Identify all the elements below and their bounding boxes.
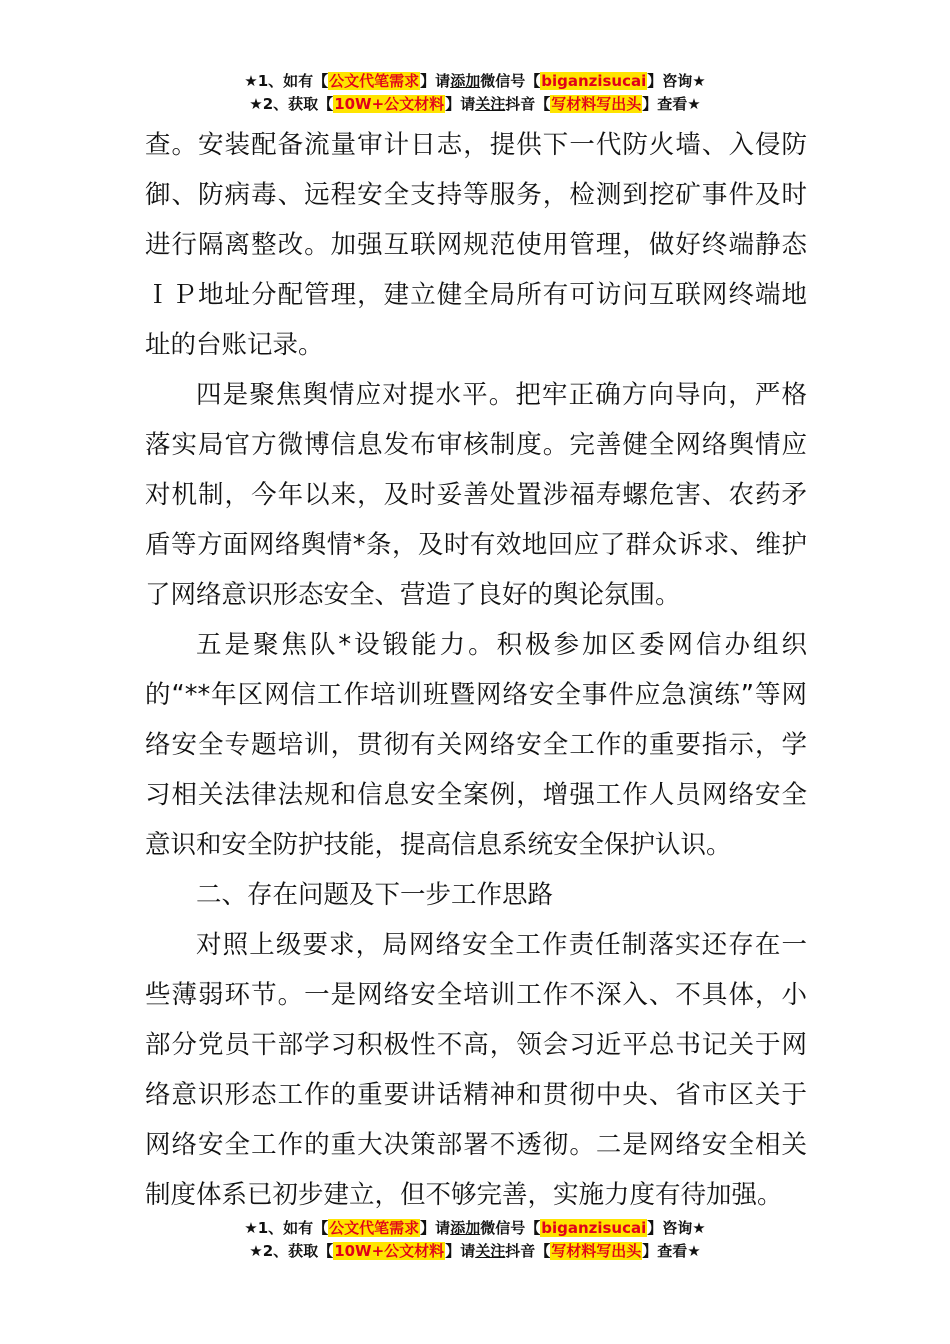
promo-underlined-text: 添加 (450, 1219, 481, 1237)
promo-text: 微信号【 (480, 72, 541, 90)
paragraph-continuation: 查。安装配备流量审计日志，提供下一代防火墙、入侵防御、防病毒、远程安全支持等服务，检测到挖矿事件及时进行隔离整改。加强互联网规范使用管理，做好终端静态ＩＰ地址分配管理，建立健全局所有可访问互联网终端地址的台账记录。 (145, 130, 807, 360)
paragraph-team-building: 五是聚焦队*设锻能力。积极参加区委网信办组织的“**年区网信工作培训班暨网络安全事件应急演练”等网络安全专题培训，贯彻有关网络安全工作的重要指示，学习相关法律法规和信息安全案例，增强工作人员网络安全意识和安全防护技能，提高信息系统安全保护认识。 (145, 630, 807, 860)
document-body (145, 120, 807, 1220)
promo-line-1 (0, 70, 950, 93)
promo-line-2 (0, 93, 950, 116)
promo-highlight: 10W+公文材料 (334, 95, 445, 113)
promo-douyin-id: 写材料写出头 (551, 1242, 642, 1260)
promo-text: ★2、获取【 (249, 95, 334, 113)
promo-underlined-text: 关注 (475, 95, 506, 113)
promo-text: ★2、获取【 (249, 1242, 334, 1260)
promo-line-2 (0, 1240, 950, 1263)
promo-text: ★1、如有【 (244, 72, 329, 90)
promo-banner-top (0, 70, 950, 116)
promo-text: ★1、如有【 (244, 1219, 329, 1237)
promo-text: 微信号【 (480, 1219, 541, 1237)
promo-text: 抖音【 (505, 1242, 551, 1260)
promo-text: 】请 (420, 72, 451, 90)
promo-text: 】请 (445, 1242, 476, 1260)
promo-text: 】查看★ (642, 1242, 701, 1260)
promo-text: 】咨询★ (647, 1219, 706, 1237)
promo-highlight: 公文代笔需求 (329, 72, 420, 90)
promo-text: 抖音【 (505, 95, 551, 113)
promo-text: 】查看★ (642, 95, 701, 113)
promo-wechat-id: biganzisucai (541, 72, 647, 90)
promo-banner-bottom (0, 1217, 950, 1263)
promo-text: 】请 (445, 95, 476, 113)
promo-wechat-id: biganzisucai (541, 1219, 647, 1237)
promo-text: 】咨询★ (647, 72, 706, 90)
paragraph-public-opinion: 四是聚焦舆情应对提水平。把牢正确方向导向，严格落实局官方微博信息发布审核制度。完善健全网络舆情应对机制，今年以来，及时妥善处置涉福寿螺危害、农药矛盾等方面网络舆情*条，及时有效地回应了群众诉求、维护了网络意识形态安全、营造了良好的舆论氛围。 (145, 380, 807, 610)
promo-douyin-id: 写材料写出头 (551, 95, 642, 113)
promo-text: 】请 (420, 1219, 451, 1237)
promo-line-1 (0, 1217, 950, 1240)
section-heading: 二、存在问题及下一步工作思路 (196, 880, 554, 910)
promo-underlined-text: 添加 (450, 72, 481, 90)
promo-highlight: 公文代笔需求 (329, 1219, 420, 1237)
paragraph-problems: 对照上级要求，局网络安全工作责任制落实还存在一些薄弱环节。一是网络安全培训工作不深入、不具体，小部分党员干部学习积极性不高，领会习近平总书记关于网络意识形态工作的重要讲话精神和贯彻中央、省市区关于网络安全工作的重大决策部署不透彻。二是网络安全相关制度体系已初步建立，但不够完善，实施力度有待加强。 (145, 930, 807, 1210)
promo-underlined-text: 关注 (475, 1242, 506, 1260)
promo-highlight: 10W+公文材料 (334, 1242, 445, 1260)
